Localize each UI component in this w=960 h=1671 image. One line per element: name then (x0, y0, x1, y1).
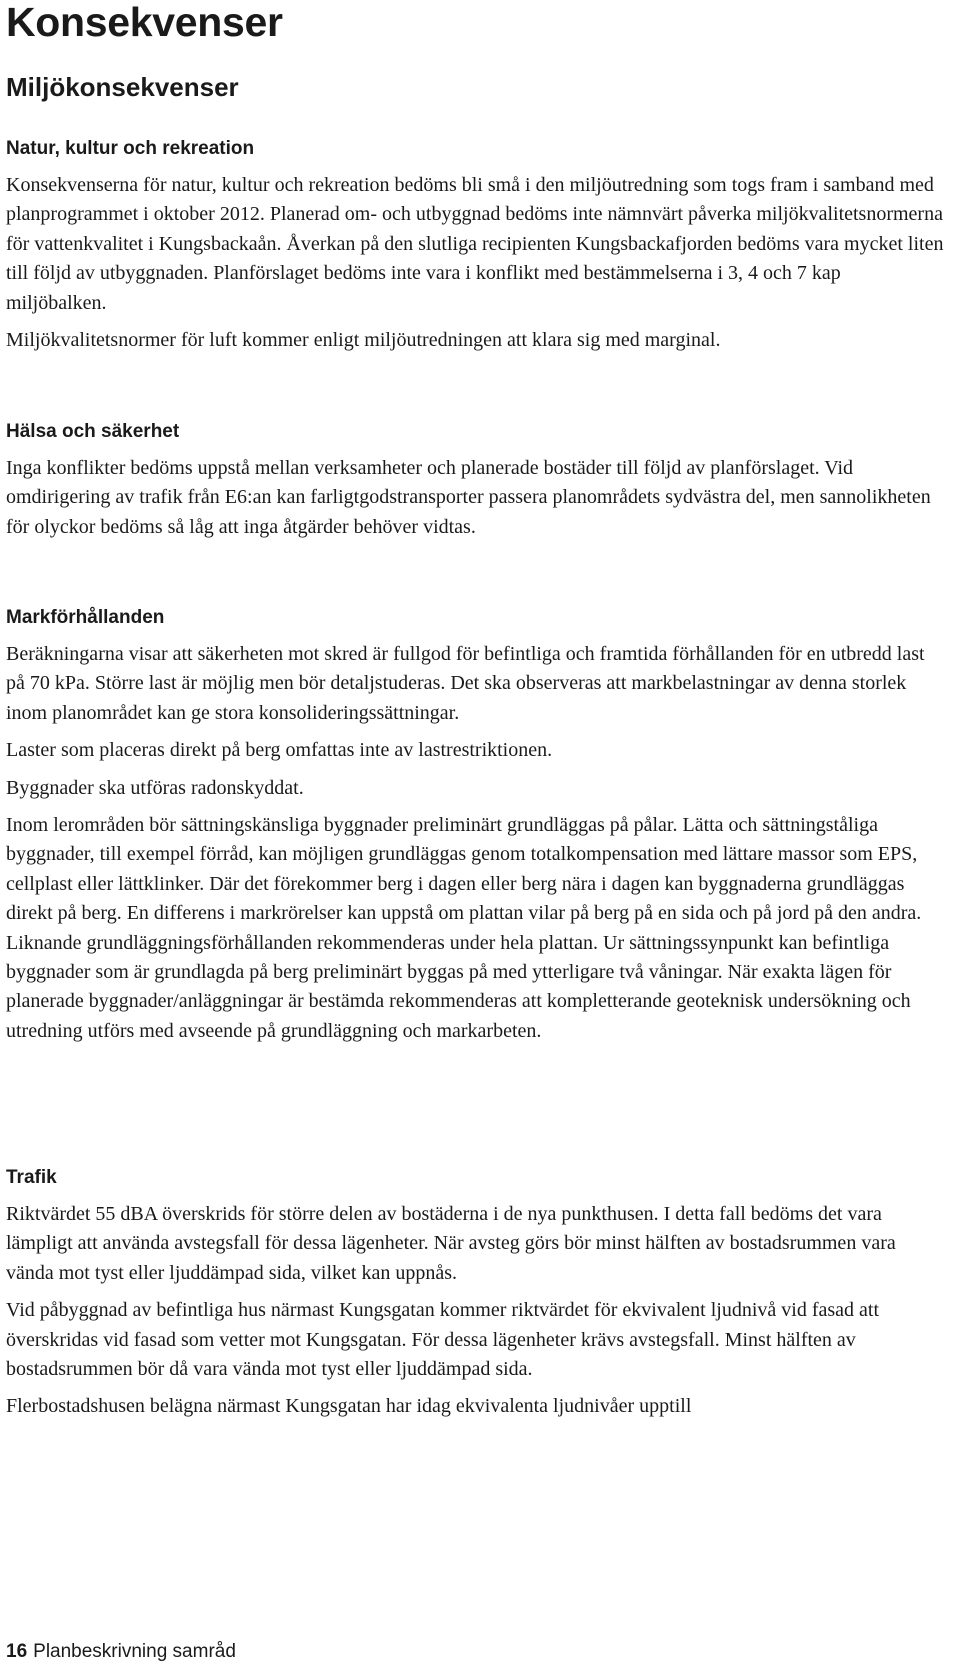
section-natur-kultur (6, 137, 946, 355)
body-paragraph: Inga konflikter bedöms uppstå mellan verksamheter och planerade bostäder till följd av planförslaget. Vid omdirigering av trafik från E6:an kan farligtgodstransporter passera planområdets sydvästra del, men sannolikheten för olyckor bedöms så låg att inga åtgärder behöver vidtas. (6, 457, 931, 538)
body-paragraph: Vid påbyggnad av befintliga hus närmast Kungsgatan kommer riktvärdet för ekvivalent ljudnivå vid fasad att överskridas vid fasad som vetter mot Kungsgatan. För dessa lägenheter krävs avstegsfall. Minst hälften av bostadsrummen bör då vara vända mot tyst eller ljuddämpad sida. (6, 1299, 880, 1381)
page-footer (6, 1640, 236, 1664)
page-subtitle: Miljökonsekvenser (6, 72, 239, 102)
section-heading: Markförhållanden (6, 607, 165, 628)
body-paragraph: Beräkningarna visar att säkerheten mot skred är fullgod för befintliga och framtida förhållanden för en utbredd last på 70 kPa. Större last är möjlig men bör detaljstuderas. Det ska observeras att markbelastningar av denna storlek inom planområdet kan ge stora konsolideringssättningar. (6, 643, 925, 724)
body-paragraph: Flerbostadshusen belägna närmast Kungsgatan har idag ekvivalenta ljudnivåer upptill (6, 1395, 692, 1418)
section-markforhallanden (6, 606, 946, 1046)
document-page (6, 0, 946, 1418)
page-title: Konsekvenser (6, 0, 283, 45)
section-heading: Trafik (6, 1167, 57, 1188)
footer-label: Planbeskrivning samråd (33, 1641, 236, 1662)
page-number: 16 (6, 1641, 28, 1662)
body-paragraph: Konsekvenserna för natur, kultur och rekreation bedöms bli små i den miljöutredning som togs fram i samband med planprogrammet i oktober 2012. Planerad om- och utbyggnad bedöms inte nämnvärt påverka miljökvalitetsnormerna för vattenkvalitet i Kungsbackaån. Åverkan på den slutliga recipienten Kungsbackafjorden bedöms vara mycket liten till följd av utbyggnaden. Planförslaget bedöms inte vara i konflikt med bestämmelserna i 3, 4 och 7 kap miljöbalken. (6, 174, 944, 314)
section-halsa-sakerhet (6, 420, 946, 542)
body-paragraph: Inom lerområden bör sättningskänsliga byggnader preliminärt grundläggas på pålar. Lätta och sättningståliga byggnader, till exempel förråd, kan möjligen grundläggas genom totalkompensation med lättare massor som EPS, cellplast eller lättklinker. Där det förekommer berg i dagen eller berg nära i dagen kan byggnaderna grundläggas direkt på berg. En differens i markrörelser kan uppstå om plattan vilar på berg på en sida och på jord på den andra. Liknande grundläggningsförhållanden rekommenderas under hela plattan. Ur sättningssynpunkt kan befintliga byggnader som är grundlagda på berg preliminärt byggas på med ytterligare två våningar. När exakta lägen för planerade byggnader/anläggningar är bestämda rekommenderas att kompletterande geoteknisk undersökning och utredning utförs med avseende på grundläggning och markarbeten. (6, 814, 922, 1042)
section-heading: Natur, kultur och rekreation (6, 138, 255, 159)
body-paragraph: Miljökvalitetsnormer för luft kommer enligt miljöutredningen att klara sig med marginal. (6, 329, 721, 352)
body-paragraph: Byggnader ska utföras radonskyddat. (6, 776, 304, 799)
section-trafik (6, 1166, 946, 1422)
section-heading: Hälsa och säkerhet (6, 421, 180, 442)
body-paragraph: Riktvärdet 55 dBA överskrids för större delen av bostäderna i de nya punkthusen. I detta fall bedöms det vara lämpligt att använda avstegsfall för dessa lägenheter. När avsteg görs bör minst hälften av bostadsrummen vara vända mot tyst eller ljuddämpad sida, vilket kan uppnås. (6, 1203, 896, 1284)
body-paragraph: Laster som placeras direkt på berg omfattas inte av lastrestriktionen. (6, 739, 553, 762)
